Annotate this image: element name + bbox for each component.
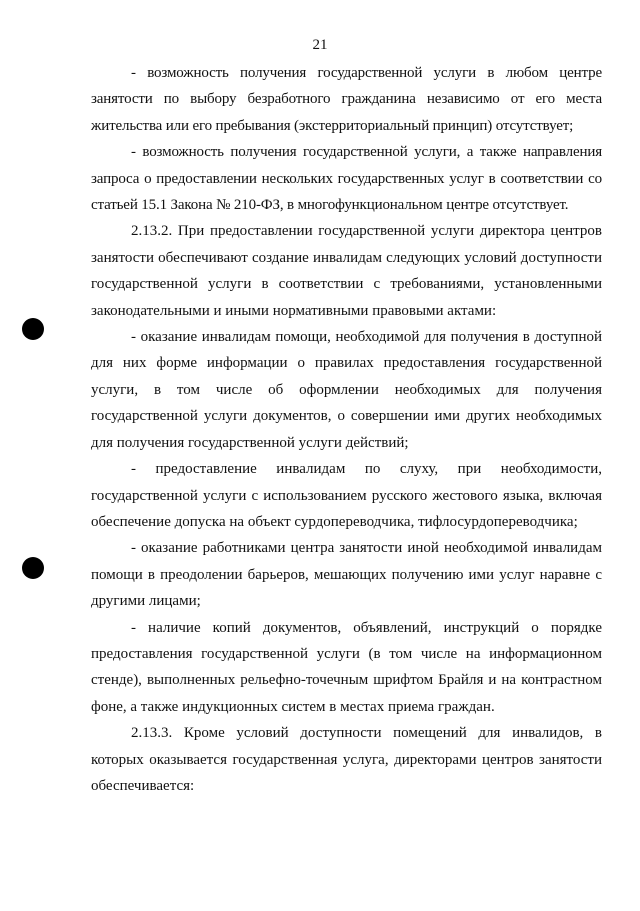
page-number: 21	[312, 37, 328, 53]
paragraph-mfc: - возможность получения государственной услуги, а также направления запроса о предоставлении нескольких государственных услуг в соответствии со статьей 15.1 Закона № 210-ФЗ, в многофункциональном центре отсутствует.	[91, 144, 602, 214]
paragraph-2-13-3: 2.13.3. Кроме условий доступности помещений для инвалидов, в которых оказывается государственная услуга, директорами центров занятости обеспечивается:	[91, 725, 602, 794]
paragraph-2-13-2: 2.13.2. При предоставлении государственной услуги директора центров занятости обеспечивают создание инвалидам следующих условий доступности государственной услуги в соответствии с требованиями, установленными законодательными и иными нормативными правовыми актами:	[91, 223, 602, 319]
paragraph-sign-language: - предоставление инвалидам по слуху, при необходимости, государственной услуги с использованием русского жестового языка, включая обеспечение допуска на объект сурдопереводчика, тифлосурдопереводчика;	[91, 461, 602, 530]
paragraph-extraterritorial: - возможность получения государственной услуги в любом центре занятости по выбору безработного гражданина независимо от его места жительства или его пребывания (экстерриториальный принцип) отсутствует;	[91, 65, 602, 134]
punch-hole-top	[22, 318, 44, 340]
punch-hole-bottom	[22, 557, 44, 579]
paragraph-braille-copies: - наличие копий документов, объявлений, инструкций о порядке предоставления государственной услуги (в том числе на информационном стенде), выполненных рельефно-точечным шрифтом Брайля и на контрастном фоне, а также индукционных систем в местах приема граждан.	[91, 619, 602, 715]
document-body	[91, 60, 602, 799]
paragraph-assistance-information: - оказание инвалидам помощи, необходимой для получения в доступной для них форме информации о правилах предоставления государственной услуги, в том числе об оформлении необходимых для получения государственной услуги документов, о совершении ими других необходимых для получения государственной услуги действий;	[91, 329, 602, 451]
paragraph-barrier-assistance: - оказание работниками центра занятости иной необходимой инвалидам помощи в преодолении барьеров, мешающих получению ими услуг наравне с другими лицами;	[91, 540, 602, 610]
